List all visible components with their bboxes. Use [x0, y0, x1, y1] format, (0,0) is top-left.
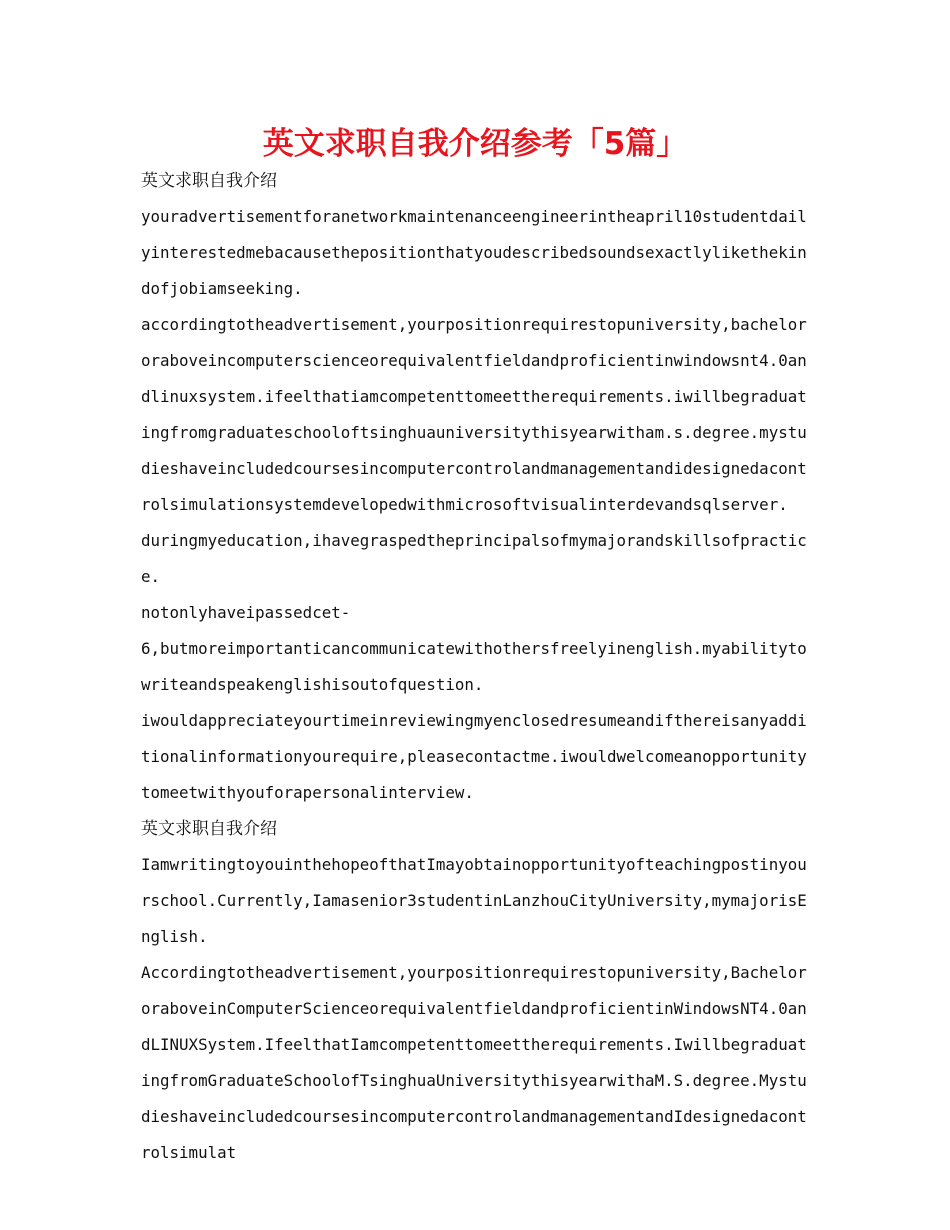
paragraph: Accordingtotheadvertisement,yourpositionrequirestopuniversity,BachelororaboveinComputerScienceorequivalentfieldandproficientinWindowsNT4.0andLINUXSystem.IfeelthatIamcompetenttomeettherequirements.IwillbegraduatingfromGraduateSchoolofTsinghuaUniversitythisyearwithaM.S.degree.MystudieshaveincludedcoursesincomputercontrolandmanagementandIdesignedacontrolsimulat	[141, 963, 807, 1162]
paragraph: duringmyeducation,ihavegraspedtheprincipalsofmymajorandskillsofpractice.	[141, 531, 807, 586]
document-body	[141, 163, 813, 1171]
paragraph: 6,butmoreimportanticancommunicatewithothersfreelyinenglish.myabilitytowriteandspeakenglishisoutofquestion.	[141, 639, 807, 694]
paragraph: IamwritingtoyouinthehopeofthatImayobtainopportunityofteachingpostinyourschool.Currently,Iamasenior3studentinLanzhouCityUniversity,mymajorisEnglish.	[141, 855, 807, 946]
paragraph: iwouldappreciateyourtimeinreviewingmyenclosedresumeandifthereisanyadditionalinformationyourequire,pleasecontactme.iwouldwelcomeanopportunitytomeetwithyouforapersonalinterview.	[141, 711, 807, 802]
paragraph: accordingtotheadvertisement,yourpositionrequirestopuniversity,bachelororaboveincomputerscienceorequivalentfieldandproficientinwindowsnt4.0andlinuxsystem.ifeelthatiamcompetenttomeettherequirements.iwillbegraduatingfromgraduateschooloftsinghuauniversitythisyearwitham.s.degree.mystudieshaveincludedcoursesincomputercontrolandmanagementandidesignedacontrolsimulationsystemdevelopedwithmicrosoftvisualinterdevandsqlserver.	[141, 315, 807, 514]
document-title: 英文求职自我介绍参考「5篇」	[262, 126, 688, 162]
section-heading: 英文求职自我介绍	[141, 171, 277, 191]
paragraph: notonlyhaveipassedcet-	[141, 603, 351, 622]
paragraph: youradvertisementforanetworkmaintenanceengineerintheapril10studentdailyinterestedmebacausethepositionthatyoudescribedsoundsexactlylikethekindofjobiamseeking.	[141, 207, 807, 298]
section-heading: 英文求职自我介绍	[141, 819, 277, 839]
